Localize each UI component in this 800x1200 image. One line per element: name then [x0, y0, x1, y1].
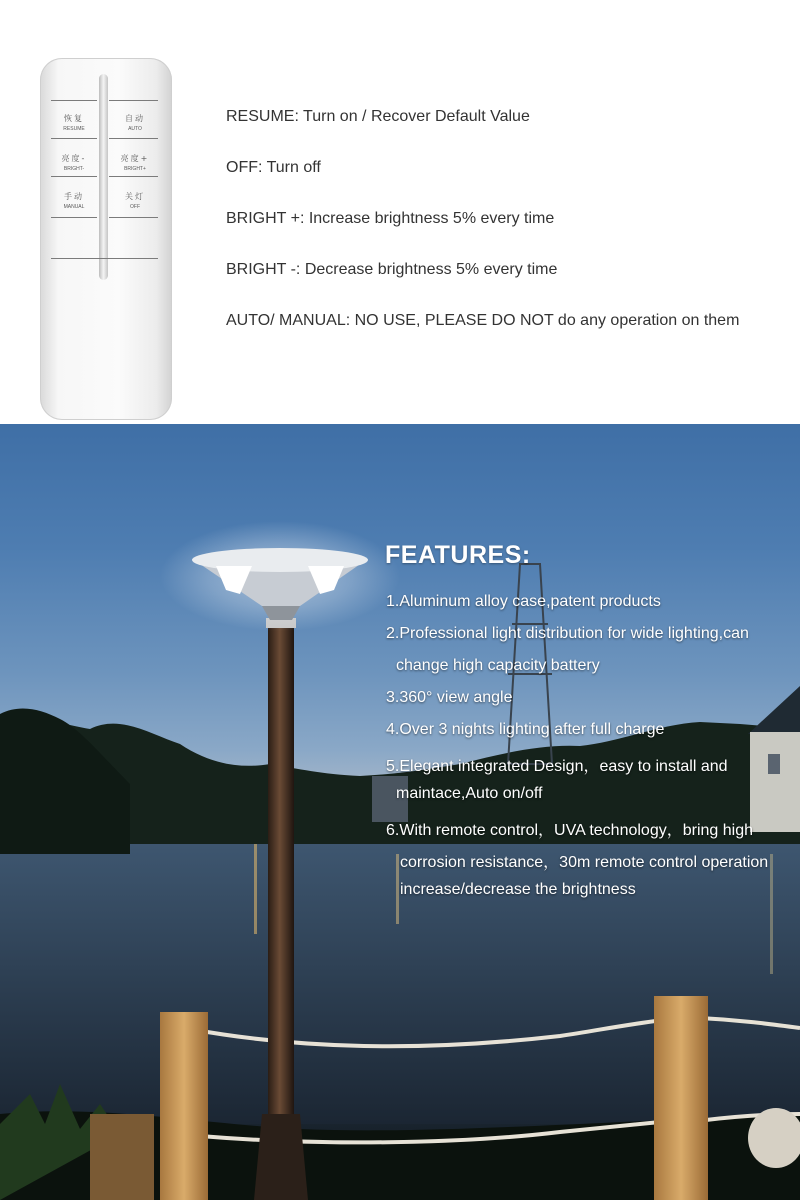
- remote-key-manual-cn: 手动: [64, 192, 84, 201]
- features-title: FEATURES:: [385, 541, 531, 569]
- remote-key-bright-plus-cn: 亮度+: [120, 154, 150, 163]
- remote-divider: [51, 100, 97, 101]
- remote-divider: [109, 100, 158, 101]
- remote-control: [40, 58, 172, 420]
- remote-divider: [109, 176, 158, 177]
- feature-line: 6.With remote control，UVA technology，bring high: [386, 822, 753, 839]
- feature-line: change high capacity battery: [396, 657, 600, 674]
- remote-key-bright-minus-en: BRIGHT-: [63, 166, 85, 172]
- lakeside-night-photo: [0, 424, 800, 1200]
- instruction-off: OFF: Turn off: [226, 159, 321, 176]
- remote-key-bright-minus[interactable]: [51, 154, 97, 172]
- fence-post: [654, 996, 708, 1200]
- feature-line: 4.Over 3 nights lighting after full charge: [386, 721, 665, 738]
- remote-key-resume[interactable]: [51, 114, 97, 132]
- remote-key-manual[interactable]: [51, 192, 97, 210]
- remote-key-resume-en: RESUME: [63, 126, 85, 132]
- feature-line: 2.Professional light distribution for wide lighting,can: [386, 625, 749, 642]
- feature-line: increase/decrease the brightness: [400, 881, 636, 898]
- feature-line: maintace,Auto on/off: [396, 785, 543, 802]
- remote-key-manual-en: MANUAL: [63, 204, 85, 210]
- feature-line: corrosion resistance，30m remote control operation: [400, 854, 769, 871]
- remote-key-off-en: OFF: [130, 204, 140, 210]
- remote-key-off-cn: 关灯: [125, 192, 145, 201]
- remote-key-off[interactable]: [112, 192, 158, 210]
- instruction-auto-manual: AUTO/ MANUAL: NO USE, PLEASE DO NOT do any operation on them: [226, 312, 740, 329]
- remote-key-auto-en: AUTO: [128, 126, 142, 132]
- remote-control-panel: [0, 0, 800, 424]
- remote-divider: [51, 258, 158, 259]
- fence-post: [90, 1114, 154, 1200]
- remote-divider: [109, 217, 158, 218]
- remote-key-auto-cn: 自动: [125, 114, 145, 123]
- remote-key-bright-plus[interactable]: [112, 154, 158, 172]
- remote-key-bright-plus-en: BRIGHT+: [124, 166, 146, 172]
- remote-divider: [51, 176, 97, 177]
- remote-divider: [51, 217, 97, 218]
- feature-line: 1.Aluminum alloy case,patent products: [386, 593, 661, 610]
- fence-post: [160, 1012, 208, 1200]
- feature-line: 5.Elegant integrated Design，easy to install and: [386, 758, 728, 775]
- remote-divider: [51, 138, 97, 139]
- instruction-resume: RESUME: Turn on / Recover Default Value: [226, 108, 530, 125]
- remote-divider: [109, 138, 158, 139]
- remote-center-groove: [99, 74, 108, 280]
- feature-line: 3.360° view angle: [386, 689, 513, 706]
- house-window: [768, 754, 780, 774]
- light-reflection: [396, 854, 399, 924]
- remote-key-bright-minus-cn: 亮度-: [61, 154, 87, 163]
- instruction-bright-minus: BRIGHT -: Decrease brightness 5% every time: [226, 261, 558, 278]
- remote-key-resume-cn: 恢复: [64, 114, 84, 123]
- light-reflection: [254, 844, 257, 934]
- light-reflection: [770, 854, 773, 974]
- lamp-pole-base: [254, 1114, 308, 1200]
- instruction-bright-plus: BRIGHT +: Increase brightness 5% every time: [226, 210, 555, 227]
- lamp-pole: [268, 622, 294, 1162]
- remote-key-auto[interactable]: [112, 114, 158, 132]
- house-wall: [750, 732, 800, 832]
